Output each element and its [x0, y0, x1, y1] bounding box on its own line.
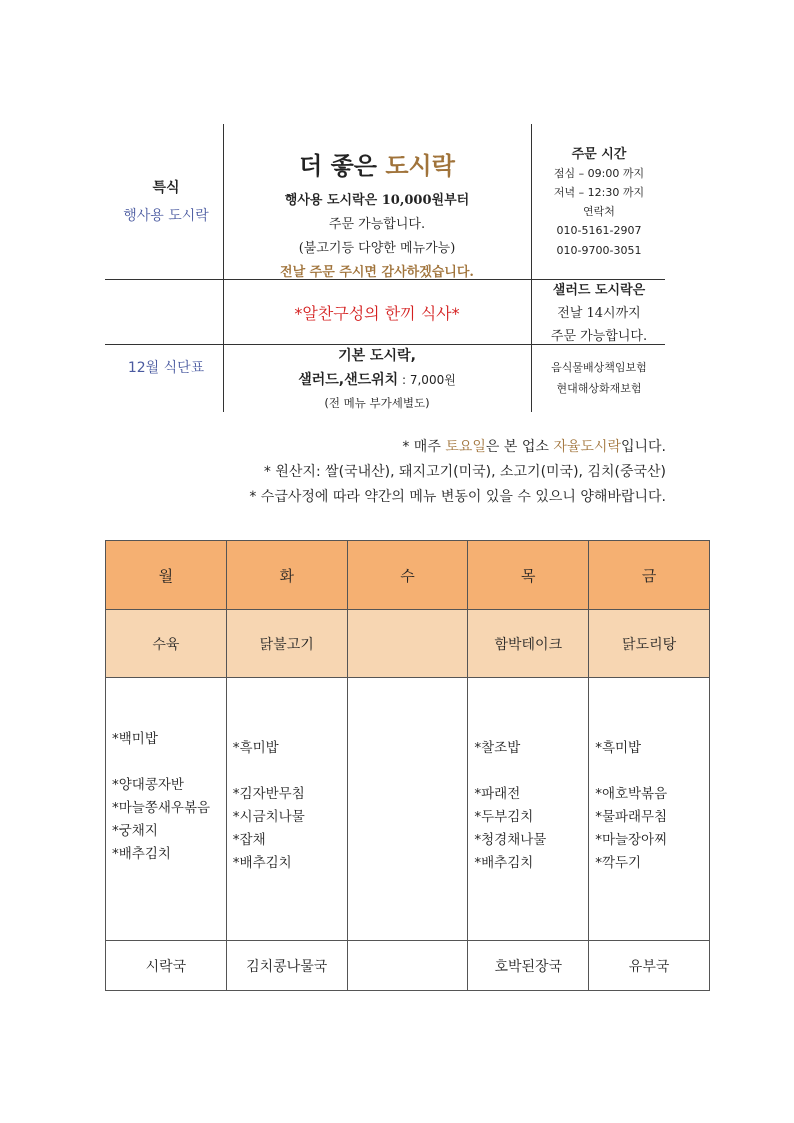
side-dishes-wed [347, 678, 468, 941]
day-tue: 화 [226, 541, 347, 610]
day-thu: 목 [468, 541, 589, 610]
event-menu-note: (불고기등 다양한 메뉴가능) [298, 241, 456, 256]
salad-note-2: 전날 14시까지 [557, 306, 641, 321]
event-price-text: 행사용 도시락은 10,000원부터 [284, 193, 470, 208]
origin-note: * 원산지: 쌀(국내산), 돼지고기(미국), 소고기(미국), 김치(중국산) [263, 464, 666, 480]
day-wed: 수 [347, 541, 468, 610]
rice-item: *찰조밥 [474, 740, 521, 756]
order-time-title: 주문 시간 [571, 147, 627, 162]
side-dishes-mon [106, 678, 227, 941]
page-title: 더 좋은 도시락 [299, 152, 455, 180]
main-dish-wed [347, 610, 468, 678]
dinner-deadline: 저녁 – 12:30 까지 [553, 186, 645, 199]
rice-item: *백미밥 [112, 731, 158, 747]
soup-mon: 시락국 [106, 941, 227, 991]
side-item: *배추김치 [474, 855, 534, 871]
side-dishes-fri [589, 678, 710, 941]
weekly-menu-table [105, 540, 710, 991]
advance-order-note: 전날 주문 주시면 감사하겠습니다. [280, 265, 474, 280]
side-item: *물파래무침 [595, 809, 668, 825]
phone-2: 010-9700-3051 [556, 244, 642, 257]
main-dish-fri: 닭도리탕 [589, 610, 710, 678]
side-item: *마늘장아찌 [595, 832, 668, 848]
side-item: *청경채나물 [474, 832, 547, 848]
side-item: *마늘쫑새우볶음 [112, 800, 211, 816]
lunch-deadline: 점심 – 09:00 까지 [553, 167, 645, 180]
event-lunchbox-label: 행사용 도시락 [123, 208, 209, 224]
side-dishes-tue [226, 678, 347, 941]
side-item: *두부김치 [474, 809, 534, 825]
day-fri: 금 [589, 541, 710, 610]
basic-lunchbox-label: 기본 도시락, [338, 348, 416, 364]
soup-thu: 호박된장국 [468, 941, 589, 991]
rice-item: *흑미밥 [232, 740, 279, 756]
slogan: *알찬구성의 한끼 식사* [294, 304, 460, 323]
main-dish-row [106, 610, 710, 678]
side-item: *깍두기 [595, 855, 642, 871]
special-label: 특식 [152, 180, 180, 196]
main-dish-thu: 함박테이크 [468, 610, 589, 678]
side-dish-row [106, 678, 710, 941]
side-item: *김자반무침 [232, 786, 305, 802]
day-mon: 월 [106, 541, 227, 610]
salad-note-1: 샐러드 도시락은 [552, 283, 646, 298]
phone-1: 010-5161-2907 [556, 224, 642, 237]
salad-note-3: 주문 가능합니다. [550, 329, 648, 344]
insurance-2: 현대해상화재보험 [556, 382, 642, 395]
soup-tue: 김치콩나물국 [226, 941, 347, 991]
side-item: *잡채 [232, 832, 266, 848]
vat-note: (전 메뉴 부가세별도) [324, 396, 430, 410]
event-order-text: 주문 가능합니다. [328, 217, 426, 232]
soup-wed [347, 941, 468, 991]
soup-row [106, 941, 710, 991]
main-dish-tue: 닭불고기 [226, 610, 347, 678]
side-item: *애호박볶음 [595, 786, 668, 802]
main-dish-mon: 수육 [106, 610, 227, 678]
basic-price-text: 샐러드,샌드위치 : 7,000원 [298, 372, 456, 388]
side-item: *양대콩자반 [112, 777, 184, 793]
rice-item: *흑미밥 [595, 740, 642, 756]
side-item: *파래전 [474, 786, 521, 802]
side-item: *배추김치 [112, 846, 171, 862]
side-item: *시금치나물 [232, 809, 305, 825]
contact-label: 연락처 [583, 205, 615, 218]
side-dishes-thu [468, 678, 589, 941]
side-item: *궁채지 [112, 823, 158, 839]
side-item: *배추김치 [232, 855, 292, 871]
insurance-1: 음식물배상책임보험 [551, 361, 647, 374]
day-header-row [106, 541, 710, 610]
soup-fri: 유부국 [589, 941, 710, 991]
menu-month-label: 12월 식단표 [127, 360, 205, 376]
saturday-note: * 매주 토요일은 본 업소 자율도시락입니다. [402, 439, 666, 455]
change-note: * 수급사정에 따라 약간의 메뉴 변동이 있을 수 있으니 양해바랍니다. [249, 489, 666, 505]
